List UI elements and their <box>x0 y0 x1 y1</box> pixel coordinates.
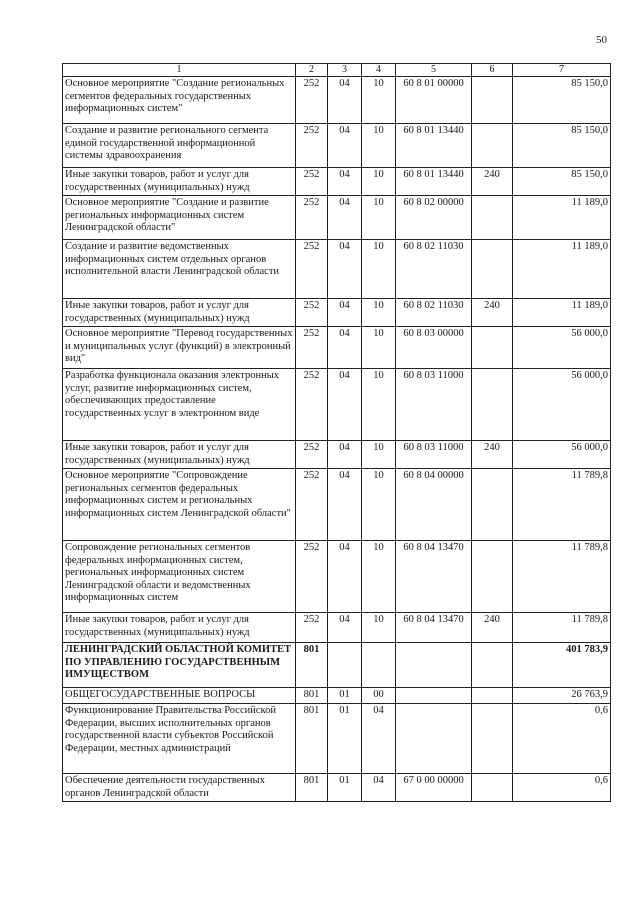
table-row <box>63 774 611 802</box>
page-number: 50 <box>596 34 607 46</box>
header-col-3: 3 <box>328 64 362 77</box>
row-code-subsection: 10 <box>362 369 396 441</box>
row-code-ministry: 252 <box>296 299 328 327</box>
table-row <box>63 469 611 541</box>
row-name: Основное мероприятие "Сопровождение региональных сегментов федеральных информационных систем и региональных информационных систем Ленинградской области" <box>63 469 296 541</box>
row-code-ministry: 252 <box>296 469 328 541</box>
row-name: Иные закупки товаров, работ и услуг для государственных (муниципальных) нужд <box>63 613 296 643</box>
row-code-ministry: 252 <box>296 240 328 299</box>
header-col-4: 4 <box>362 64 396 77</box>
table-row <box>63 369 611 441</box>
row-amount: 56 000,0 <box>513 369 611 441</box>
row-expense-type <box>472 327 513 369</box>
header-col-7: 7 <box>513 64 611 77</box>
row-code-subsection: 10 <box>362 77 396 124</box>
row-code-ministry: 252 <box>296 541 328 613</box>
row-code-section: 04 <box>328 369 362 441</box>
row-target-article: 60 8 03 00000 <box>396 327 472 369</box>
row-target-article: 60 8 01 00000 <box>396 77 472 124</box>
row-target-article: 60 8 01 13440 <box>396 168 472 196</box>
row-code-section: 04 <box>328 196 362 240</box>
table-header-row <box>63 64 611 77</box>
table-row <box>63 240 611 299</box>
row-code-subsection: 10 <box>362 469 396 541</box>
table-row <box>63 613 611 643</box>
table-row <box>63 77 611 124</box>
row-code-ministry: 252 <box>296 613 328 643</box>
row-amount: 0,6 <box>513 704 611 774</box>
row-name: Иные закупки товаров, работ и услуг для государственных (муниципальных) нужд <box>63 168 296 196</box>
row-code-ministry: 252 <box>296 196 328 240</box>
row-code-section: 01 <box>328 774 362 802</box>
row-target-article: 60 8 04 13470 <box>396 541 472 613</box>
row-code-subsection: 10 <box>362 441 396 469</box>
row-target-article: 60 8 03 11000 <box>396 369 472 441</box>
row-target-article: 60 8 02 00000 <box>396 196 472 240</box>
row-code-section: 04 <box>328 469 362 541</box>
row-amount: 56 000,0 <box>513 441 611 469</box>
budget-table <box>62 63 611 802</box>
table-row <box>63 327 611 369</box>
row-target-article: 60 8 03 11000 <box>396 441 472 469</box>
row-code-subsection: 10 <box>362 327 396 369</box>
row-code-section: 04 <box>328 299 362 327</box>
row-code-subsection: 10 <box>362 124 396 168</box>
row-name: Основное мероприятие "Перевод государственных и муниципальных услуг (функций) в электронный вид" <box>63 327 296 369</box>
row-name: Основное мероприятие "Создание и развитие региональных информационных систем Ленинградской области" <box>63 196 296 240</box>
row-code-ministry: 252 <box>296 77 328 124</box>
table-row <box>63 124 611 168</box>
table-row-department <box>63 643 611 688</box>
row-code-ministry: 801 <box>296 643 328 688</box>
row-expense-type <box>472 688 513 704</box>
row-name: Основное мероприятие "Создание региональных сегментов федеральных государственных информационных систем" <box>63 77 296 124</box>
row-code-subsection: 00 <box>362 688 396 704</box>
row-amount: 85 150,0 <box>513 77 611 124</box>
table-row <box>63 299 611 327</box>
row-code-subsection: 10 <box>362 196 396 240</box>
header-col-1: 1 <box>63 64 296 77</box>
row-name: Создание и развитие регионального сегмента единой государственной информационной системы здравоохранения <box>63 124 296 168</box>
row-code-section: 04 <box>328 541 362 613</box>
row-amount: 11 189,0 <box>513 299 611 327</box>
header-col-5: 5 <box>396 64 472 77</box>
row-code-subsection: 10 <box>362 240 396 299</box>
row-name: Иные закупки товаров, работ и услуг для государственных (муниципальных) нужд <box>63 441 296 469</box>
row-expense-type: 240 <box>472 168 513 196</box>
row-code-subsection: 10 <box>362 299 396 327</box>
row-code-section: 04 <box>328 327 362 369</box>
row-code-section: 04 <box>328 168 362 196</box>
row-code-subsection: 04 <box>362 774 396 802</box>
header-col-2: 2 <box>296 64 328 77</box>
row-expense-type <box>472 704 513 774</box>
row-code-subsection: 04 <box>362 704 396 774</box>
row-code-section: 04 <box>328 77 362 124</box>
table-row <box>63 541 611 613</box>
row-target-article: 60 8 02 11030 <box>396 240 472 299</box>
row-name: ОБЩЕГОСУДАРСТВЕННЫЕ ВОПРОСЫ <box>63 688 296 704</box>
row-expense-type <box>472 774 513 802</box>
row-code-section <box>328 643 362 688</box>
row-target-article <box>396 704 472 774</box>
row-target-article: 60 8 01 13440 <box>396 124 472 168</box>
row-amount: 0,6 <box>513 774 611 802</box>
row-amount: 11 189,0 <box>513 240 611 299</box>
row-expense-type <box>472 196 513 240</box>
row-name: Обеспечение деятельности государственных органов Ленинградской области <box>63 774 296 802</box>
row-code-ministry: 252 <box>296 168 328 196</box>
row-code-section: 01 <box>328 688 362 704</box>
row-expense-type <box>472 77 513 124</box>
row-name: ЛЕНИНГРАДСКИЙ ОБЛАСТНОЙ КОМИТЕТ ПО УПРАВЛЕНИЮ ГОСУДАРСТВЕННЫМ ИМУЩЕСТВОМ <box>63 643 296 688</box>
row-code-section: 04 <box>328 441 362 469</box>
row-code-section: 04 <box>328 124 362 168</box>
row-expense-type <box>472 240 513 299</box>
row-amount: 11 789,8 <box>513 469 611 541</box>
row-code-subsection: 10 <box>362 613 396 643</box>
row-target-article: 67 0 00 00000 <box>396 774 472 802</box>
row-code-subsection <box>362 643 396 688</box>
row-expense-type <box>472 541 513 613</box>
row-amount: 85 150,0 <box>513 124 611 168</box>
row-expense-type <box>472 469 513 541</box>
table-row <box>63 688 611 704</box>
row-amount: 26 763,9 <box>513 688 611 704</box>
row-amount: 401 783,9 <box>513 643 611 688</box>
row-amount: 11 789,8 <box>513 613 611 643</box>
row-name: Функционирование Правительства Российской Федерации, высших исполнительных органов государственной власти субъектов Российской Федерации, местных администраций <box>63 704 296 774</box>
row-expense-type: 240 <box>472 613 513 643</box>
header-col-6: 6 <box>472 64 513 77</box>
row-code-ministry: 252 <box>296 441 328 469</box>
row-code-ministry: 252 <box>296 369 328 441</box>
row-expense-type <box>472 124 513 168</box>
row-code-ministry: 252 <box>296 124 328 168</box>
table-row <box>63 704 611 774</box>
table-row <box>63 168 611 196</box>
row-name: Иные закупки товаров, работ и услуг для государственных (муниципальных) нужд <box>63 299 296 327</box>
row-amount: 85 150,0 <box>513 168 611 196</box>
table-row <box>63 196 611 240</box>
row-target-article: 60 8 02 11030 <box>396 299 472 327</box>
row-name: Разработка функционала оказания электронных услуг, развитие информационных систем, обеспечивающих предоставление государственных услуг в электронном виде <box>63 369 296 441</box>
row-code-ministry: 801 <box>296 704 328 774</box>
row-expense-type: 240 <box>472 299 513 327</box>
row-target-article <box>396 643 472 688</box>
row-code-ministry: 252 <box>296 327 328 369</box>
row-code-section: 01 <box>328 704 362 774</box>
row-expense-type <box>472 643 513 688</box>
row-amount: 56 000,0 <box>513 327 611 369</box>
row-amount: 11 789,8 <box>513 541 611 613</box>
row-code-subsection: 10 <box>362 541 396 613</box>
row-target-article: 60 8 04 13470 <box>396 613 472 643</box>
row-name: Сопровождение региональных сегментов федеральных информационных систем, региональных информационных систем Ленинградской области и ведомственных информационных систем <box>63 541 296 613</box>
row-code-section: 04 <box>328 240 362 299</box>
row-code-ministry: 801 <box>296 774 328 802</box>
row-expense-type: 240 <box>472 441 513 469</box>
table-row <box>63 441 611 469</box>
row-amount: 11 189,0 <box>513 196 611 240</box>
row-code-ministry: 801 <box>296 688 328 704</box>
row-target-article <box>396 688 472 704</box>
row-code-subsection: 10 <box>362 168 396 196</box>
row-code-section: 04 <box>328 613 362 643</box>
row-name: Создание и развитие ведомственных информационных систем отдельных органов исполнительной власти Ленинградской области <box>63 240 296 299</box>
row-target-article: 60 8 04 00000 <box>396 469 472 541</box>
row-expense-type <box>472 369 513 441</box>
